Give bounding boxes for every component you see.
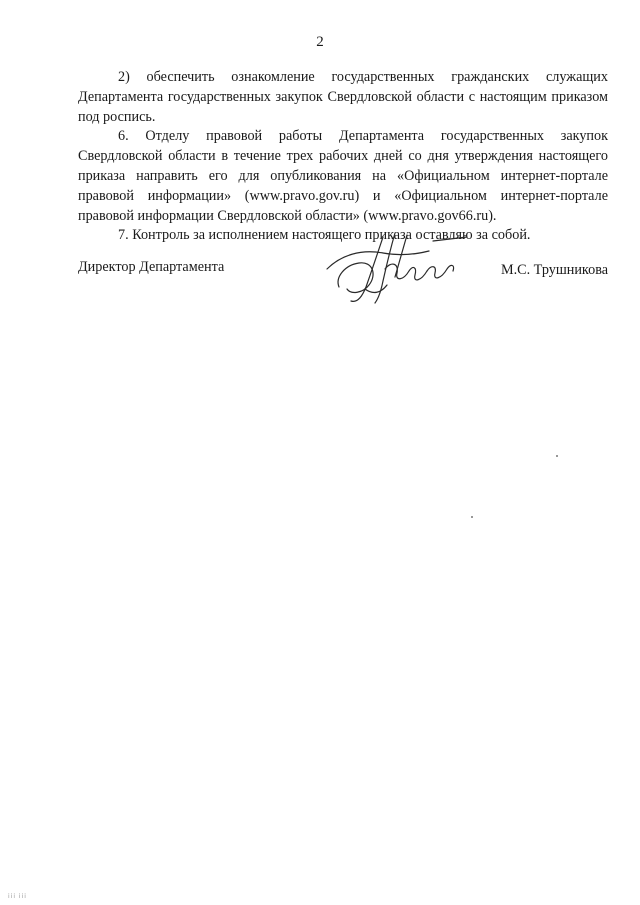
scan-speck: [556, 455, 558, 457]
signature-block: [78, 259, 608, 309]
scan-speck: [471, 516, 473, 518]
signer-position: Директор Департамента: [78, 259, 225, 275]
paragraph-familiarization: 2) обеспечить ознакомление государственных гражданских служащих Департамента государственных закупок Свердловской области с настоящим приказом под роспись.: [78, 69, 608, 125]
paragraph-publication: 6. Отделу правовой работы Департамента государственных закупок Свердловской области в течение трех рабочих дней со дня утверждения настоящего приказа направить его для опубликования на «Официальном интернет-портале правовой информации» (www.pravo.gov.ru) и «Официальном интернет-портале правовой информации Свердловской области» (www.pravo.gov66.ru).: [78, 128, 608, 224]
handwritten-signature: [321, 229, 471, 309]
signer-name: М.С. Трушникова: [500, 262, 608, 278]
page-number: 2: [316, 34, 324, 50]
document-body: [78, 68, 608, 246]
corner-mark: ⅰⅰⅰ ⅰⅰⅰ: [8, 893, 27, 900]
paragraph-control: 7. Контроль за исполнением настоящего приказа оставляю за собой.: [118, 227, 531, 244]
